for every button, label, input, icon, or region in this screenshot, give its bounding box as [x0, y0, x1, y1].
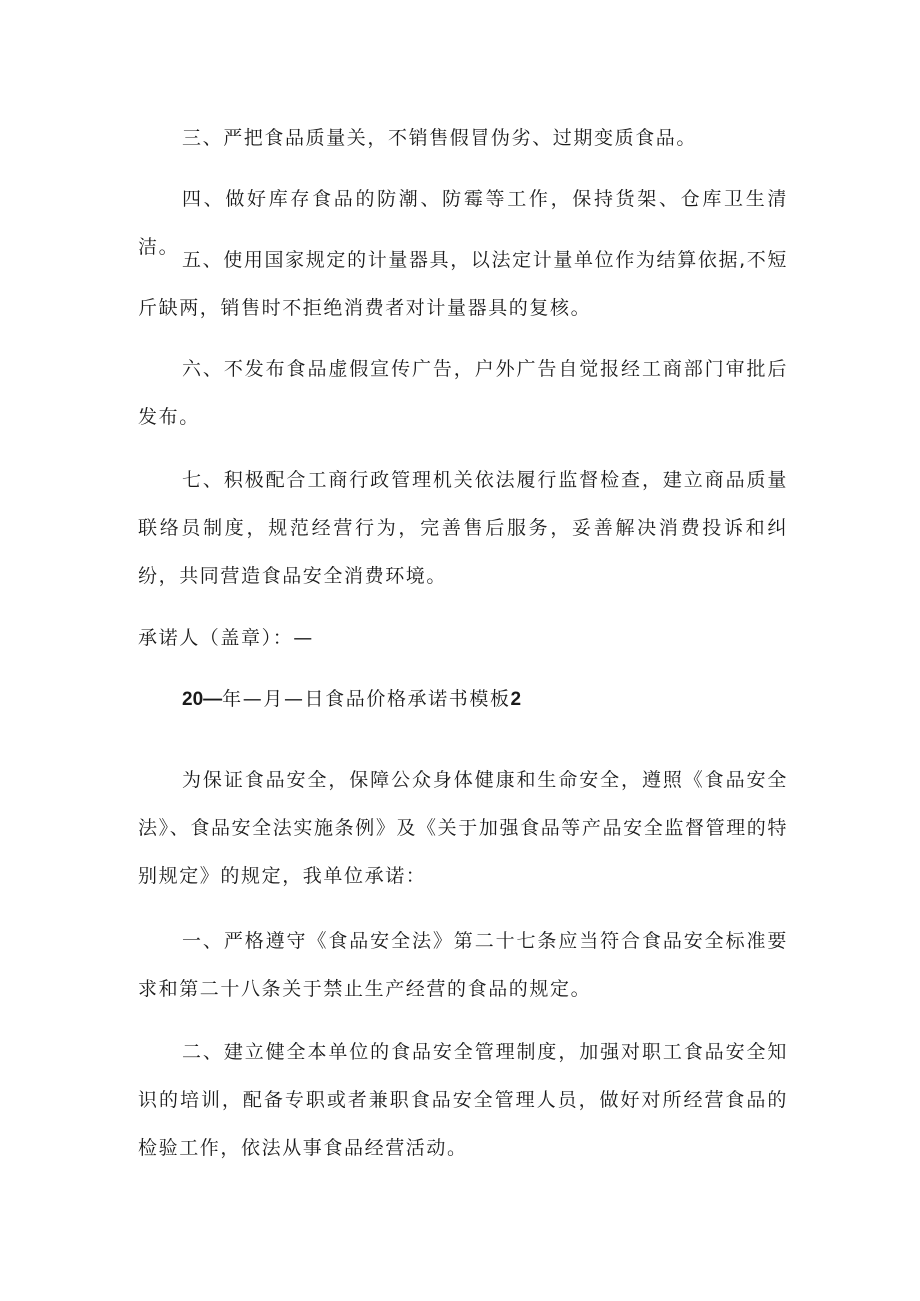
date-heading-text: 年—月—日食品价格承诺书模板 [222, 688, 511, 710]
intro-paragraph: 为保证食品安全，保障公众身体健康和生命安全，遵照《食品安全法》、食品安全法实施条例》及《关于加强食品等产品安全监督管理的特别规定》的规定，我单位承诺： [138, 769, 788, 887]
paragraph-item-6: 六、不发布食品虚假宣传广告，户外广告自觉报经工商部门审批后发布。 [138, 358, 788, 428]
paragraph-item-4: 四、做好库存食品的防潮、防霉等工作，保持货架、仓库卫生清洁。 [138, 188, 788, 258]
paragraph-item-5: 五、使用国家规定的计量器具，以法定计量单位作为结算依据,不短斤缺两，销售时不拒绝消费者对计量器具的复核。 [138, 249, 788, 319]
date-year-prefix: 20— [182, 689, 223, 710]
date-heading [138, 675, 788, 724]
commitment-item-1: 一、严格遵守《食品安全法》第二十七条应当符合食品安全标准要求和第二十八条关于禁止生产经营的食品的规定。 [138, 930, 788, 1000]
commitment-item-2: 二、建立健全本单位的食品安全管理制度，加强对职工食品安全知识的培训，配备专职或者兼职食品安全管理人员，做好对所经营食品的检验工作，依法从事食品经营活动。 [138, 1041, 788, 1159]
signature-line: 承诺人（盖章）：— [138, 627, 314, 649]
template-number: 2 [510, 689, 522, 710]
paragraph-item-3: 三、严把食品质量关，不销售假冒伪劣、过期变质食品。 [182, 127, 698, 149]
paragraph-item-7: 七、积极配合工商行政管理机关依法履行监督检查，建立商品质量联络员制度，规范经营行为，完善售后服务，妥善解决消费投诉和纠纷，共同营造食品安全消费环境。 [138, 469, 788, 587]
